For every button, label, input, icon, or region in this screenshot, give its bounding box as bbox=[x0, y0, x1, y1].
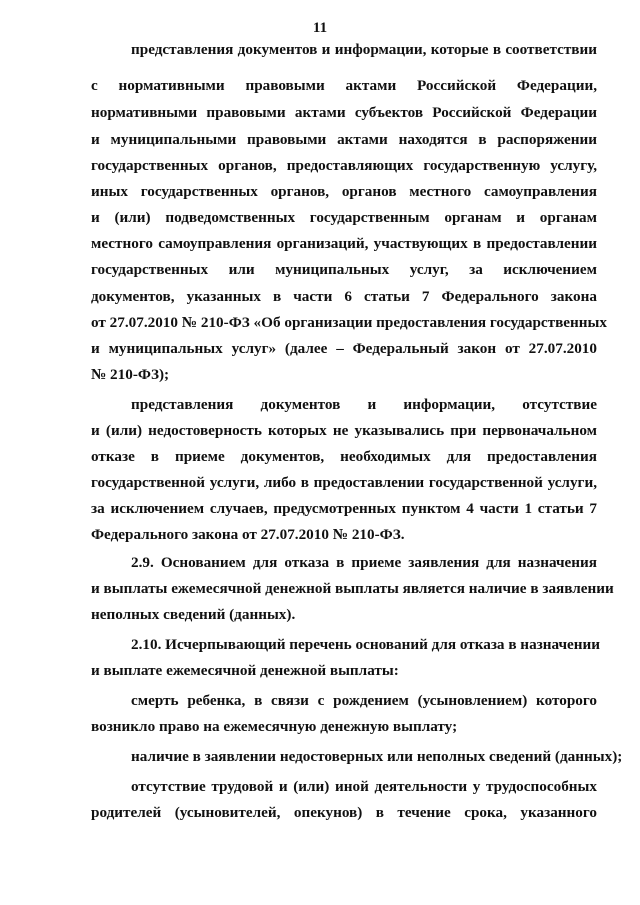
text-line: и выплате ежемесячной денежной выплаты: bbox=[91, 662, 399, 679]
text-line: смерть ребенка, в связи с рождением (усыновлением) которого bbox=[131, 692, 597, 709]
text-line: государственных или муниципальных услуг, за исключением bbox=[91, 261, 597, 278]
text-line: местного самоуправления организаций, участвующих в предоставлении bbox=[91, 235, 597, 252]
text-line: 2.10. Исчерпывающий перечень оснований для отказа в назначении bbox=[131, 636, 601, 653]
text-line: от 27.07.2010 № 210-ФЗ «Об организации предоставления государственных bbox=[91, 314, 608, 331]
text-line: представления документов и информации, которые в соответствии bbox=[131, 41, 597, 58]
text-line: иных государственных органов, органов местного самоуправления bbox=[91, 183, 597, 200]
text-line: документов, указанных в части 6 статьи 7 Федерального закона bbox=[91, 288, 597, 305]
text-line: отсутствие трудовой и (или) иной деятельности у трудоспособных bbox=[131, 778, 597, 795]
text-line: и муниципальными правовыми актами находятся в распоряжении bbox=[91, 131, 597, 148]
text-line: возникло право на ежемесячную денежную выплату; bbox=[91, 718, 458, 735]
page-number: 11 bbox=[312, 20, 328, 36]
text-line: отказе в приеме документов, необходимых для предоставления bbox=[91, 448, 597, 465]
text-line: наличие в заявлении недостоверных или неполных сведений (данных); bbox=[131, 748, 623, 765]
text-line: и выплаты ежемесячной денежной выплаты является наличие в заявлении bbox=[91, 580, 614, 597]
text-line: нормативными правовыми актами субъектов Российской Федерации bbox=[91, 104, 597, 121]
text-line: 2.9. Основанием для отказа в приеме заявления для назначения bbox=[131, 554, 597, 571]
text-line: родителей (усыновителей, опекунов) в течение срока, указанного bbox=[91, 804, 597, 821]
text-line: за исключением случаев, предусмотренных пунктом 4 части 1 статьи 7 bbox=[91, 500, 597, 517]
text-line: представления документов и информации, отсутствие bbox=[131, 396, 597, 413]
text-line: Федерального закона от 27.07.2010 № 210-ФЗ. bbox=[91, 526, 405, 543]
text-line: с нормативными правовыми актами Российской Федерации, bbox=[91, 77, 597, 94]
text-line: № 210-ФЗ); bbox=[91, 366, 170, 383]
text-line: государственных органов, предоставляющих государственную услугу, bbox=[91, 157, 597, 174]
text-line: и муниципальных услуг» (далее – Федеральный закон от 27.07.2010 bbox=[91, 340, 597, 357]
text-line: и (или) подведомственных государственным органам и органам bbox=[91, 209, 597, 226]
text-line: неполных сведений (данных). bbox=[91, 606, 296, 623]
text-line: государственной услуги, либо в предоставлении государственной услуги, bbox=[91, 474, 597, 491]
text-line: и (или) недостоверность которых не указывались при первоначальном bbox=[91, 422, 597, 439]
